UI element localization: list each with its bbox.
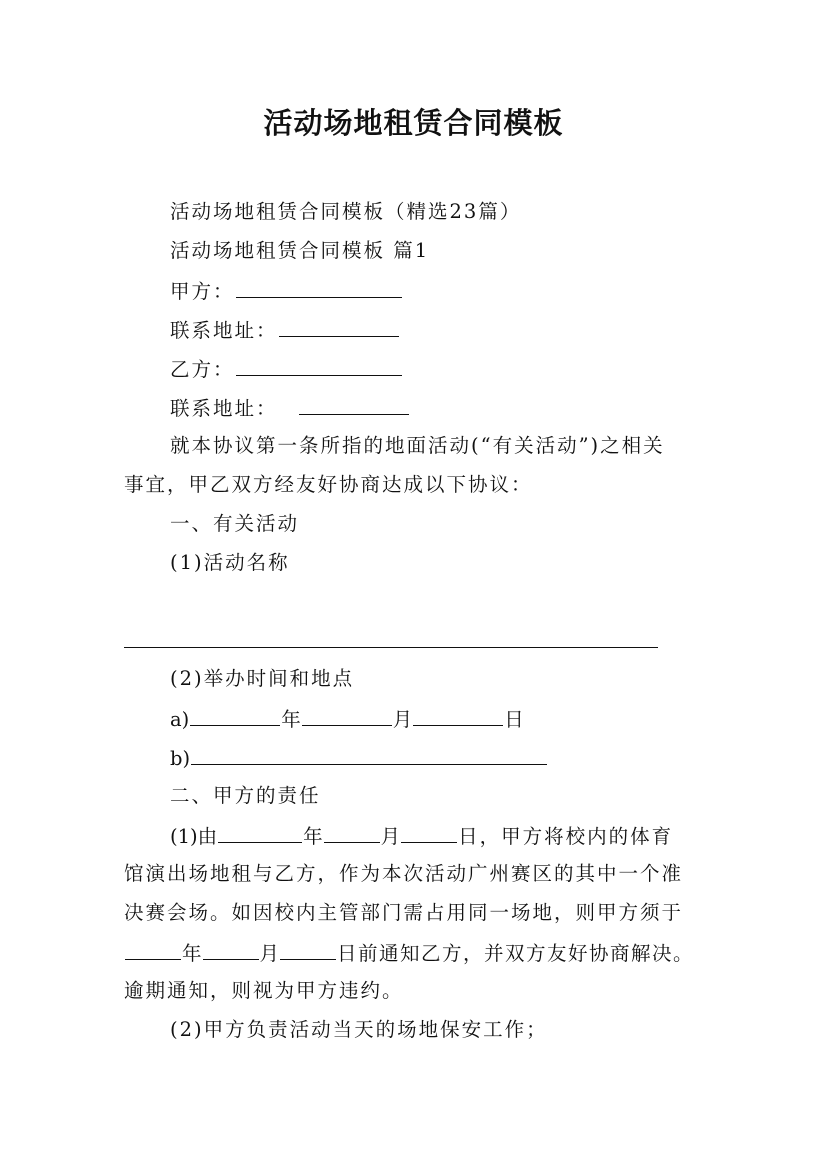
item-a-line [170, 705, 524, 733]
contact-address-line-2 [170, 394, 410, 422]
day-blank [401, 822, 457, 843]
intro-line-2: 事宜，甲乙双方经友好协商达成以下协议： [124, 473, 533, 496]
item-2-1-line-1 [170, 822, 673, 850]
day-blank [280, 939, 336, 960]
year-label: 年 [303, 825, 323, 848]
intro-line-1: 就本协议第一条所指的地面活动(“有关活动”)之相关 [170, 434, 665, 457]
party-a-label: 甲方： [170, 280, 235, 303]
month-blank [324, 822, 380, 843]
day-label: 日 [504, 708, 524, 731]
contact-address-label: 联系地址： [170, 319, 278, 342]
year-label: 年 [281, 708, 301, 731]
party-b-blank [236, 355, 402, 376]
year-blank [125, 939, 181, 960]
month-label: 月 [380, 825, 401, 848]
item-2-1-line-4-tail: 日前通知乙方，并双方友好协商解决。 [337, 942, 695, 965]
month-blank [203, 939, 259, 960]
chapter-heading: 活动场地租赁合同模板 篇1 [170, 239, 430, 262]
year-label: 年 [182, 942, 202, 965]
item-1-2: (2)举办时间和地点 [170, 667, 355, 690]
document-title: 活动场地租赁合同模板 [263, 106, 564, 140]
activity-name-blank [124, 647, 658, 648]
item-2-1-line-5: 逾期通知，则视为甲方违约。 [124, 979, 404, 1002]
month-blank [302, 705, 392, 726]
section-2-heading: 二、甲方的责任 [170, 784, 321, 807]
contact-address-line-1 [170, 316, 400, 344]
item-b-prefix: b) [170, 747, 191, 770]
contact-address-blank [279, 316, 399, 337]
item-b-line [170, 744, 548, 772]
item-2-2: (2)甲方负责活动当天的场地保安工作； [170, 1018, 548, 1041]
item-1-1: (1)活动名称 [170, 551, 290, 574]
party-a-blank [236, 277, 402, 298]
item-2-1-prefix: (1)由 [170, 825, 218, 848]
item-2-1-line-2: 馆演出场地租与乙方，作为本次活动广州赛区的其中一个准 [124, 862, 684, 885]
section-1-heading: 一、有关活动 [170, 512, 300, 535]
month-label: 月 [259, 942, 280, 965]
item-2-1-line-4 [124, 939, 694, 967]
party-b-line [170, 355, 403, 383]
item-2-1-line-1-tail: 日，甲方将校内的体育 [458, 825, 674, 848]
item-a-prefix: a) [170, 708, 190, 731]
month-label: 月 [392, 708, 413, 731]
party-a-line [170, 277, 403, 305]
year-blank [190, 705, 280, 726]
party-b-label: 乙方： [170, 358, 235, 381]
contact-address-blank [299, 394, 409, 415]
location-blank [191, 744, 547, 765]
day-blank [413, 705, 503, 726]
year-blank [218, 822, 302, 843]
contact-address-label: 联系地址： [170, 397, 278, 420]
item-2-1-line-3: 决赛会场。如因校内主管部门需占用同一场地，则甲方须于 [124, 901, 684, 924]
document-subtitle: 活动场地租赁合同模板（精选23篇） [170, 200, 522, 223]
